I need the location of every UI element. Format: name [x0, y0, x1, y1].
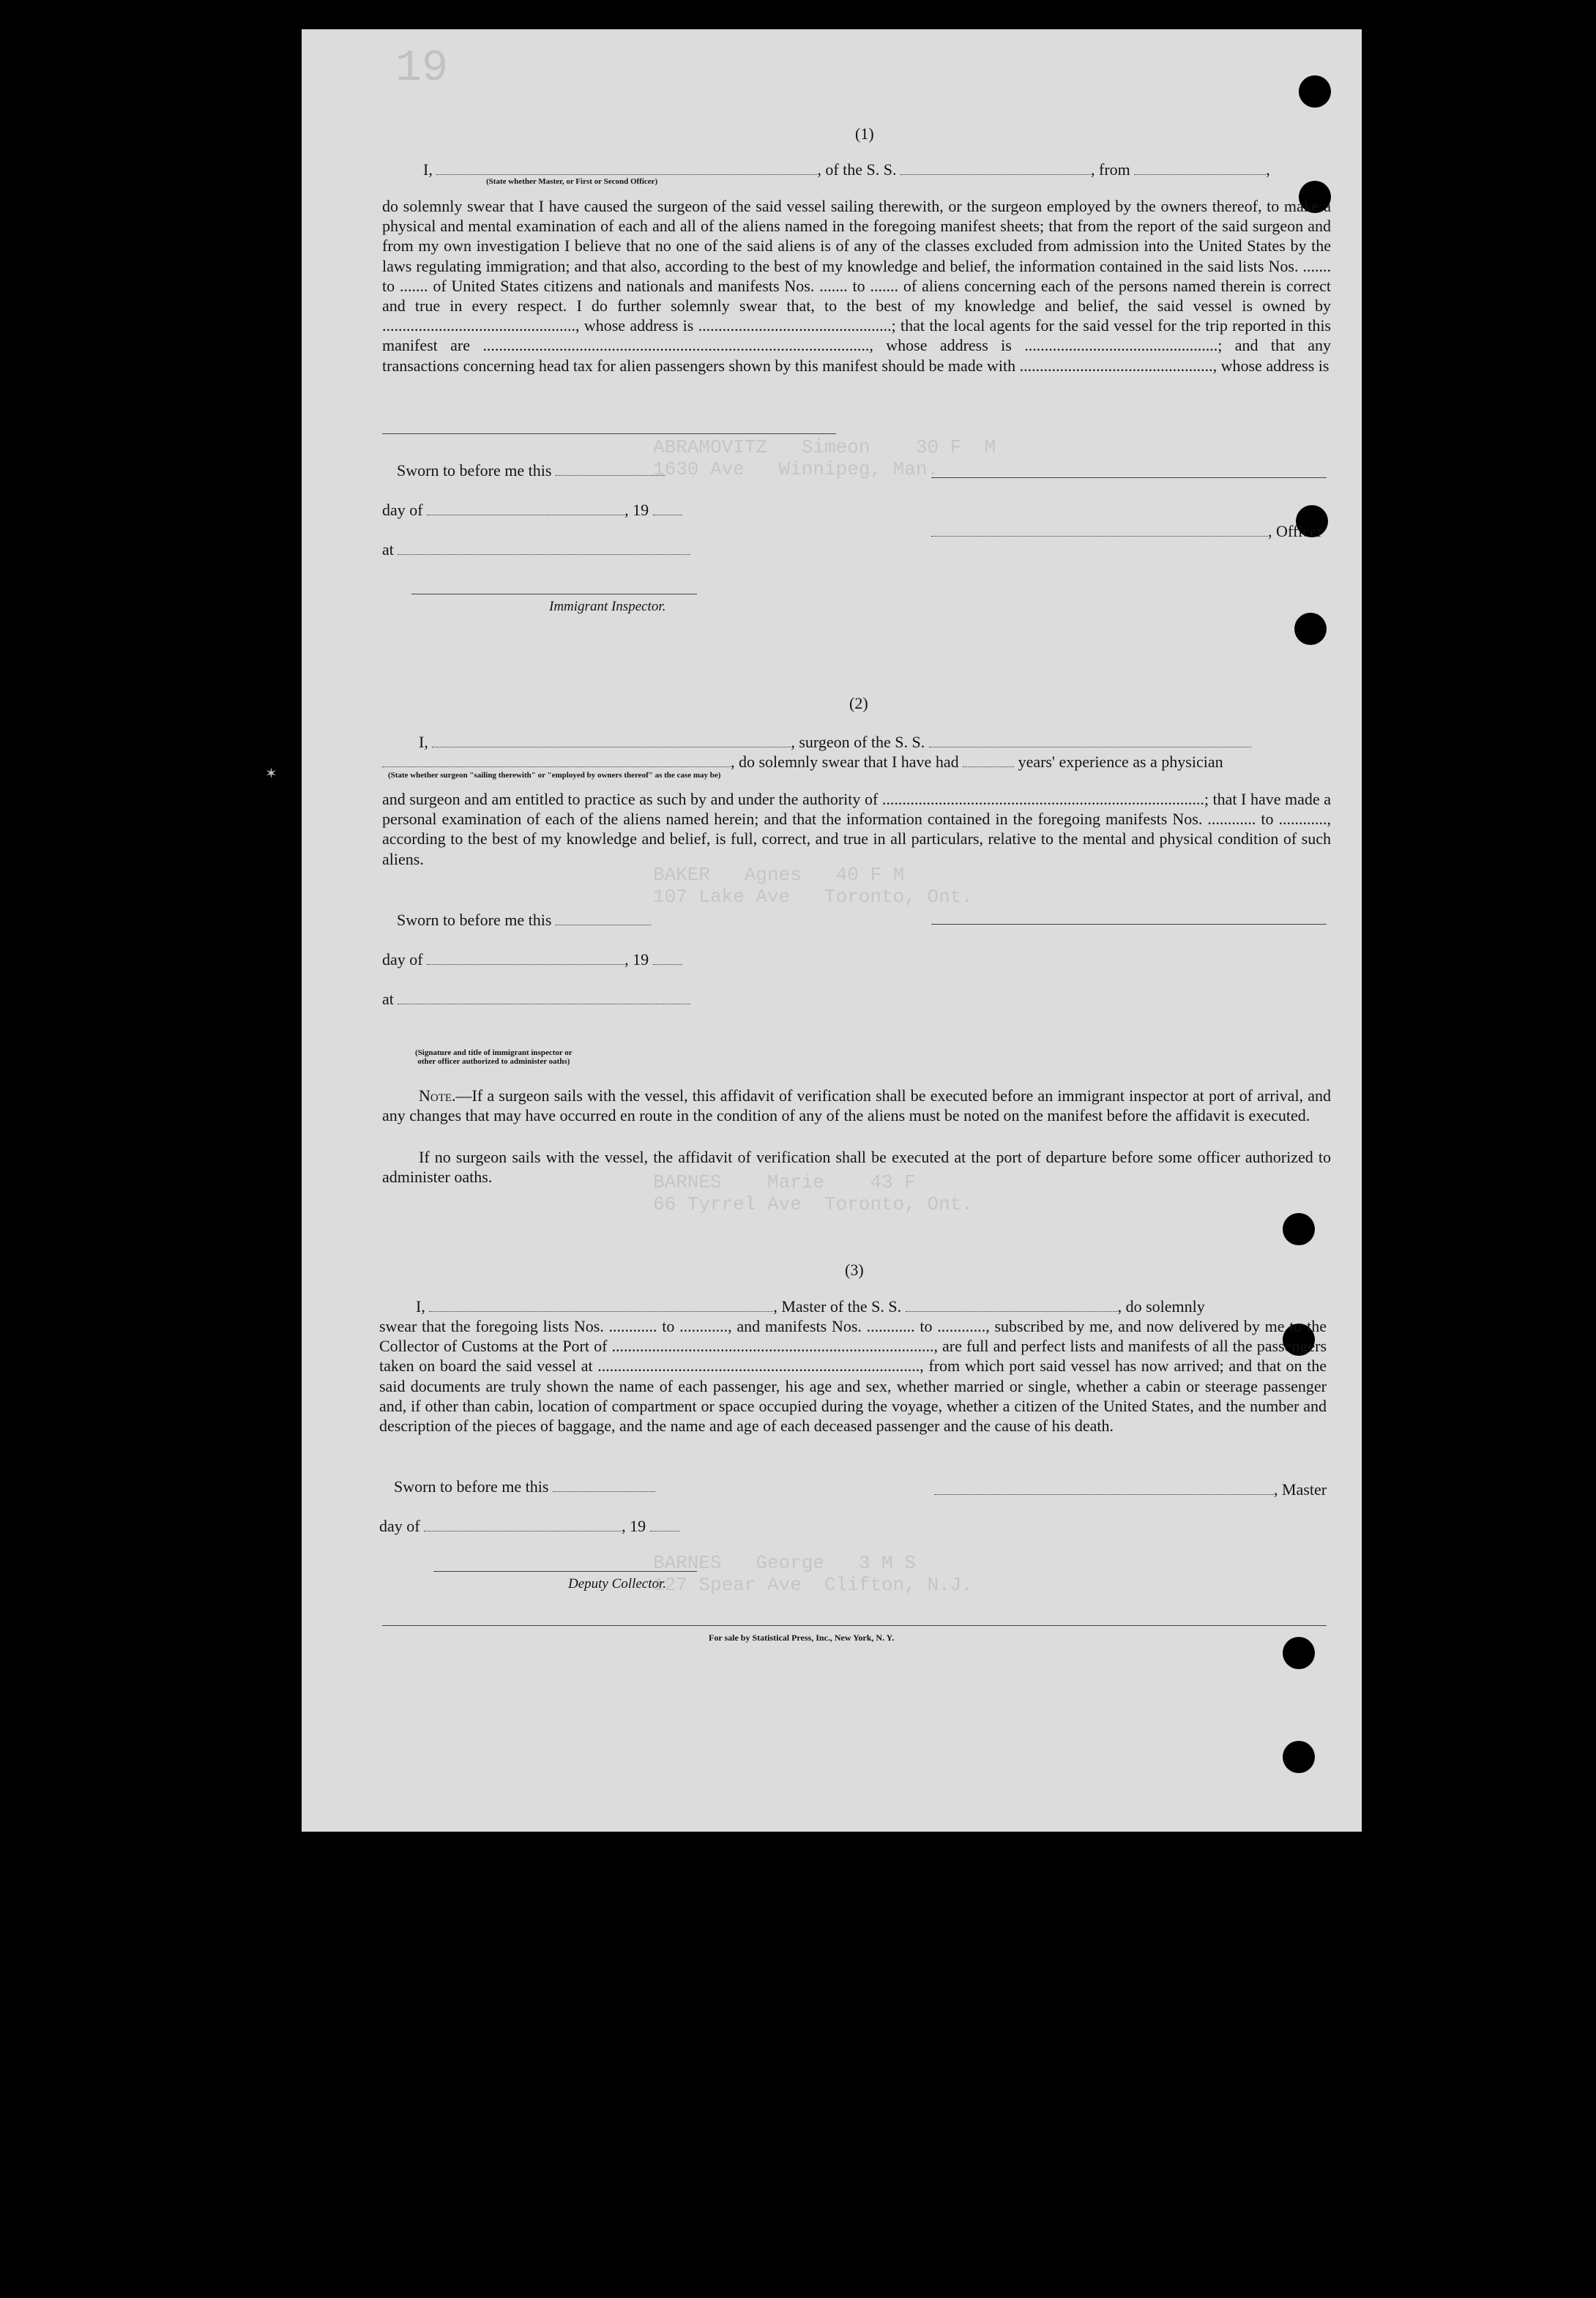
stray-mark: ✶	[265, 766, 277, 782]
affidavit-1-body: do solemnly swear that I have caused the surgeon of the said vessel sailing therewith, or the surgeon employed by the owners thereof, to make a physical and mental examination of each and all of the aliens named in the foregoing manifest sheets; that from the report of the said surgeon and from my own investigation I believe that no one of the said aliens is of any of the classes excluded from admission into the United States by the laws regulating immigration; and that also, according to the best of my knowledge and belief, the information contained in the said lists Nos. ....... to ....... of United States citizens and nationals and manifests Nos. ....... to ....... of aliens concerning each of the persons named therein is correct and true in every respect. I do further solemnly swear that, to the best of my knowledge and belief, the said vessel is owned by ................................................, whose address is ................................................; that the local agents for the said vessel for the trip reported in this manifest are ................................................................................................, whose address is ................................................; and that any transactions concerning head tax for alien passengers shown by this manifest should be made with ................................................, whose address is	[382, 197, 1331, 375]
affidavit-2-first-line: I, , surgeon of the S. S.	[419, 732, 1251, 752]
signer-note: (Signature and title of immigrant inspector or other officer authorized to administer oaths)	[415, 1048, 573, 1066]
affidavit-3-first-line: I, , Master of the S. S. , do solemnly	[416, 1297, 1205, 1316]
bleed-through-text: ABRAMOVITZ Simeon 30 F M 1630 Ave Winnipeg, Man.	[653, 436, 996, 480]
surgeon-note-2: If no surgeon sails with the vessel, the affidavit of verification shall be executed at the port of departure before some officer authorized to administer oaths.	[382, 1148, 1331, 1187]
punch-hole	[1283, 1741, 1315, 1773]
affidavit-2-sub-note: (State whether surgeon "sailing therewith" or "employed by owners thereof" as the case may be)	[388, 771, 721, 780]
signature-line	[931, 924, 1327, 925]
day-of-line: day of , 19	[382, 950, 682, 969]
punch-hole	[1283, 1213, 1315, 1245]
section-number: (1)	[855, 124, 874, 143]
punch-hole	[1299, 75, 1331, 108]
officer-signature: , Officer	[931, 521, 1322, 541]
affidavit-1-sub-note: (State whether Master, or First or Second Officer)	[486, 177, 658, 186]
bleed-through-text: BARNES Marie 43 F 66 Tyrrel Ave Toronto, Ont.	[653, 1171, 973, 1215]
sworn-line: Sworn to before me this	[397, 910, 651, 930]
footer-rule	[382, 1625, 1327, 1626]
sworn-line: Sworn to before me this	[397, 460, 665, 480]
section-number: (3)	[845, 1261, 864, 1279]
punch-hole	[1294, 613, 1327, 645]
manifest-page	[302, 29, 1362, 1832]
section-number: (2)	[849, 694, 868, 712]
signer-title: Immigrant Inspector.	[549, 599, 666, 614]
signer-title: Deputy Collector.	[568, 1576, 667, 1592]
master-signature: , Master	[934, 1480, 1327, 1499]
signature-line	[433, 1571, 697, 1572]
affidavit-1-first-line: I, , of the S. S. , from ,	[423, 160, 1270, 179]
at-line: at	[382, 989, 690, 1009]
signature-line	[382, 433, 836, 434]
page-number: 19	[395, 44, 449, 94]
affidavit-2-second-line: , do solemnly swear that I have had years' experience as a physician	[382, 752, 1223, 772]
sworn-line: Sworn to before me this	[394, 1477, 655, 1496]
signature-line	[931, 477, 1327, 478]
surgeon-note: Note.—If a surgeon sails with the vessel, this affidavit of verification shall be executed before an immigrant inspector at port of arrival, and any changes that may have occurred en route in the condition of any of the aliens must be noted on the manifest before the affidavit is executed.	[382, 1086, 1331, 1125]
day-of-line: day of , 19	[379, 1516, 679, 1536]
day-of-line: day of , 19	[382, 500, 682, 520]
printer-credit: For sale by Statistical Press, Inc., New York, N. Y.	[709, 1633, 895, 1643]
bleed-through-text: BAKER Agnes 40 F M 107 Lake Ave Toronto, Ont.	[653, 864, 973, 908]
punch-hole	[1283, 1637, 1315, 1669]
bleed-through-text: BARNES George 3 M S 127 Spear Ave Clifton, N.J.	[653, 1552, 973, 1596]
at-line: at	[382, 540, 690, 559]
affidavit-3-body: swear that the foregoing lists Nos. ............ to ............, and manifests Nos. ............ to ............, subscribed by me, and now delivered by me to the Collector of Customs at the Port of ................................................................................, are full and perfect lists and manifests of all the passengers taken on board the said vessel at ................................................................................, from which port said vessel has now arrived; and that on the said documents are truly shown the name of each passenger, his age and sex, whether married or single, whether a cabin or steerage passenger and, if other than cabin, location of compartment or space occupied during the voyage, whether a citizen of the United States, and the number and description of the pieces of baggage, and the name and age of each deceased passenger and the cause of his death.	[379, 1317, 1327, 1436]
affidavit-2-body: and surgeon and am entitled to practice as such by and under the authority of ................................................................................; that I have made a personal examination of each of the aliens named herein; and that the information contained in the foregoing manifests Nos. ............ to ............, according to the best of my knowledge and belief, is full, correct, and true in all particulars, relative to the mental and physical condition of such aliens.	[382, 790, 1331, 868]
